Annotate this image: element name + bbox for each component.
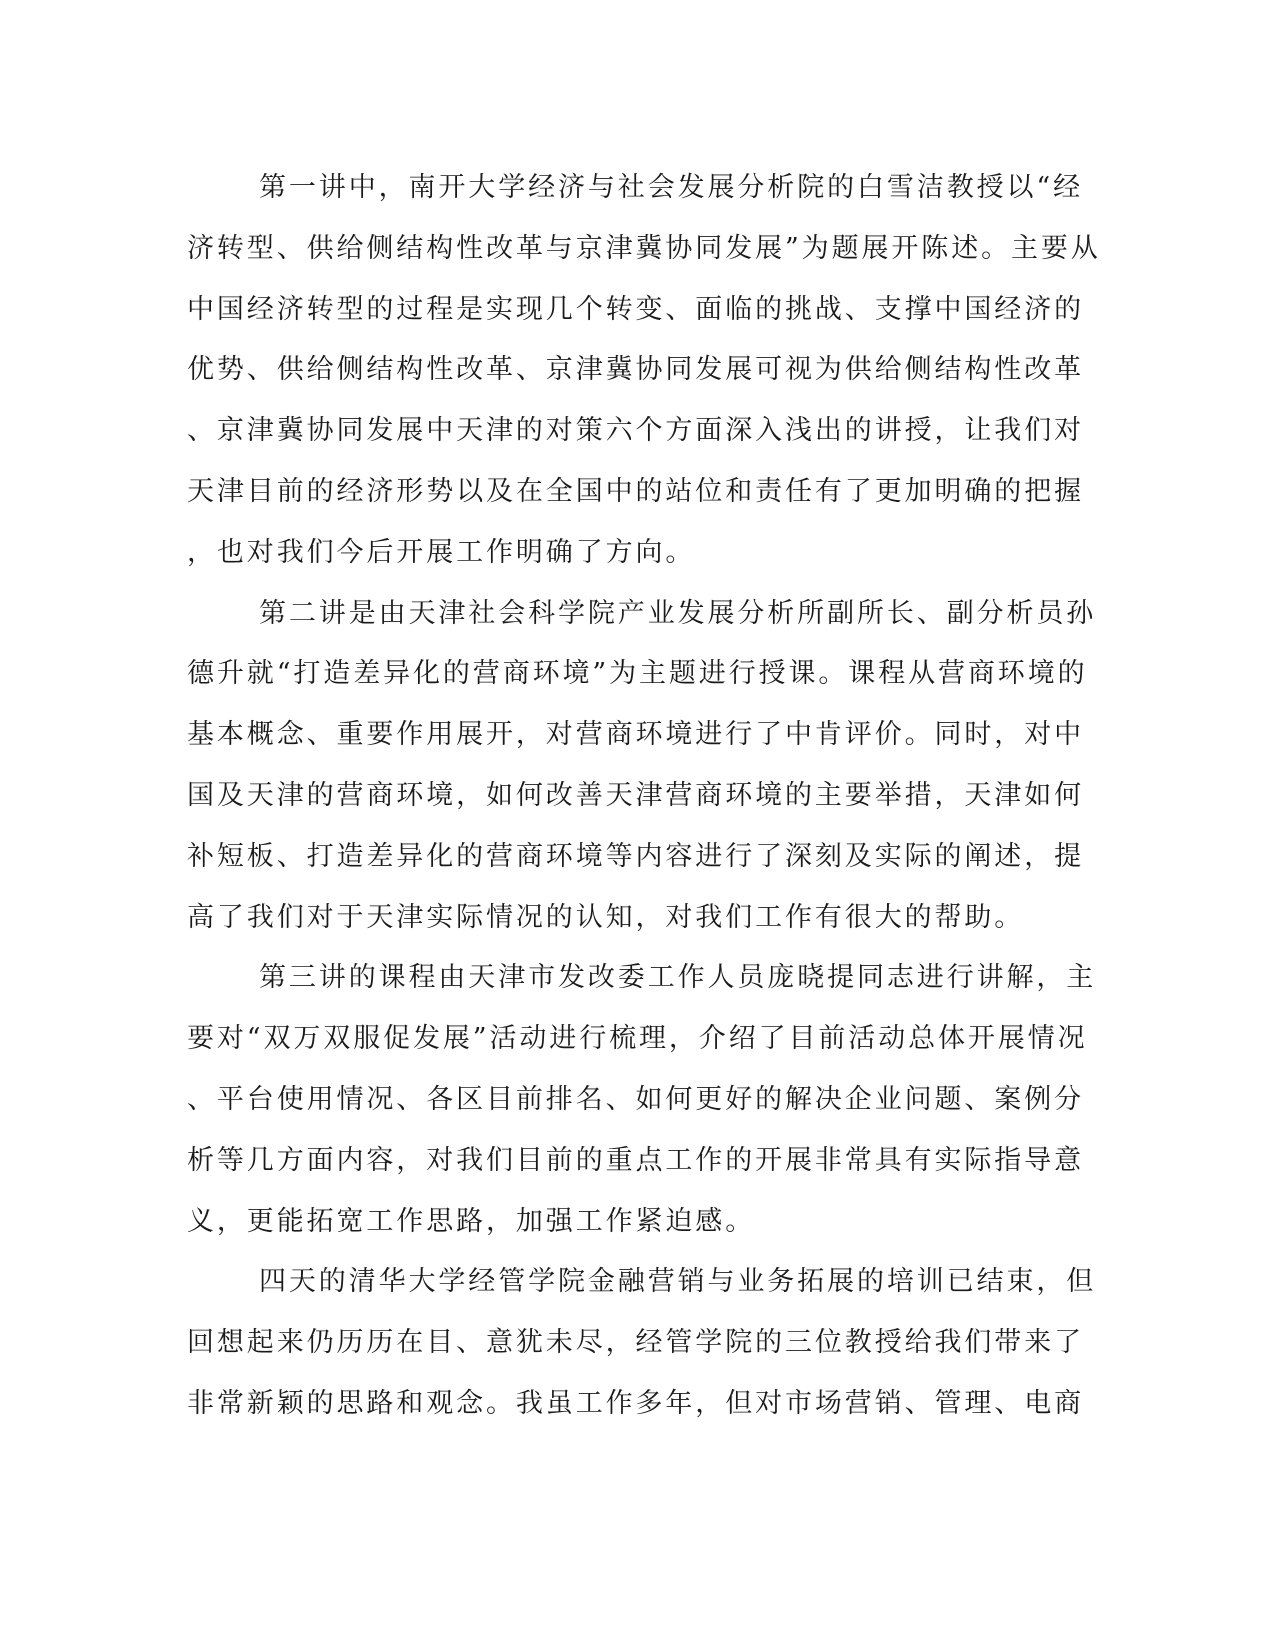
text-line: 、京津冀协同发展中天津的对策六个方面深入浅出的讲授，让我们对: [187, 415, 1084, 447]
text-line: 天津目前的经济形势以及在全国中的站位和责任有了更加明确的把握: [187, 475, 1084, 507]
paragraph-3: [187, 948, 1097, 1252]
text-line: 要对“双万双服促发展”活动进行梳理，介绍了目前活动总体开展情况: [187, 1023, 1088, 1055]
text-line: 补短板、打造差异化的营商环境等内容进行了深刻及实际的阐述，提: [187, 840, 1084, 872]
text-line: 高了我们对于天津实际情况的认知，对我们工作有很大的帮助。: [187, 901, 1025, 933]
text-line: 中国经济转型的过程是实现几个转变、面临的挑战、支撑中国经济的: [187, 293, 1084, 325]
text-line: 济转型、供给侧结构性改革与京津冀协同发展”为题展开陈述。主要从: [187, 232, 1101, 264]
text-line: 第一讲中，南开大学经济与社会发展分析院的白雪洁教授以“经: [259, 172, 1084, 203]
text-line: 非常新颖的思路和观念。我虽工作多年，但对市场营销、管理、电商: [187, 1387, 1084, 1419]
text-line: 德升就“打造差异化的营商环境”为主题进行授课。课程从营商环境的: [187, 658, 1088, 690]
text-line: 、平台使用情况、各区目前排名、如何更好的解决企业问题、案例分: [187, 1083, 1084, 1115]
text-line: 四天的清华大学经管学院金融营销与业务拓展的培训已结束，但: [259, 1266, 1097, 1298]
paragraph-2: [187, 584, 1097, 949]
text-line: 第三讲的课程由天津市发改委工作人员庞晓提同志进行讲解，主: [259, 962, 1097, 994]
text-line: 义，更能拓宽工作思路，加强工作紧迫感。: [187, 1205, 756, 1237]
paragraph-4: [187, 1252, 1097, 1434]
text-line: 基本概念、重要作用展开，对营商环境进行了中肯评价。同时，对中: [187, 719, 1084, 751]
text-line: 第二讲是由天津社会科学院产业发展分析所副所长、副分析员孙: [259, 597, 1097, 629]
text-line: 优势、供给侧结构性改革、京津冀协同发展可视为供给侧结构性改革: [187, 354, 1084, 386]
text-line: 回想起来仍历历在目、意犹未尽，经管学院的三位教授给我们带来了: [187, 1327, 1084, 1359]
paragraph-1: [187, 158, 1101, 584]
text-line: 析等几方面内容，对我们目前的重点工作的开展非常具有实际指导意: [187, 1144, 1084, 1176]
document-body: [187, 158, 1101, 1435]
text-line: ，也对我们今后开展工作明确了方向。: [187, 536, 696, 568]
text-line: 国及天津的营商环境，如何改善天津营商环境的主要举措，天津如何: [187, 779, 1084, 811]
